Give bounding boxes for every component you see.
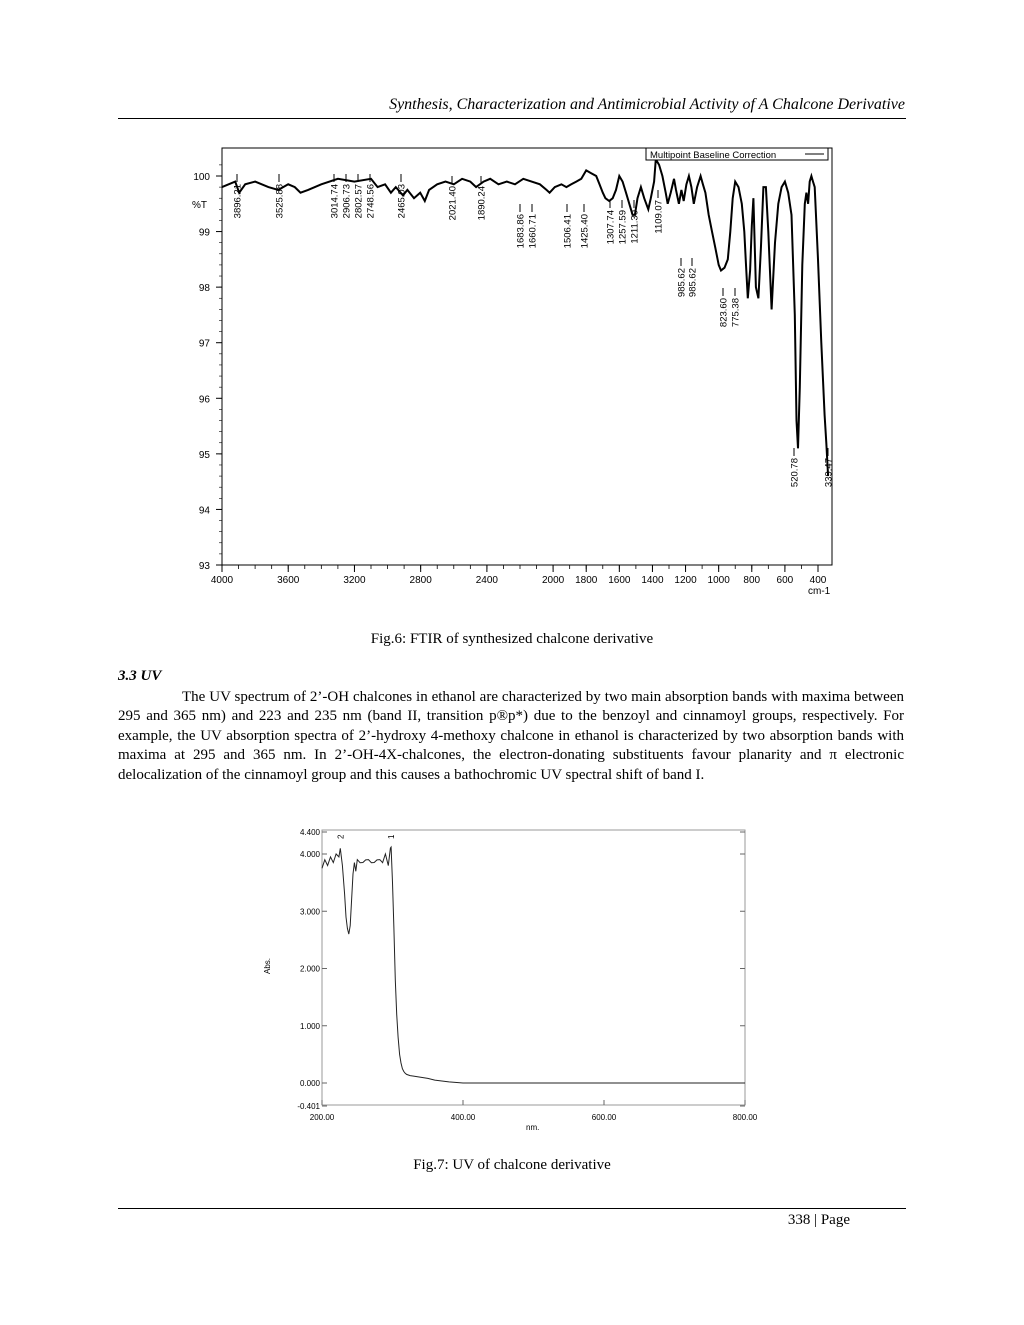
ftir-x-tick-label: 4000 bbox=[210, 575, 234, 586]
ftir-peak-label: 823.60 bbox=[718, 298, 730, 328]
ftir-y-tick-label: 98 bbox=[198, 283, 210, 295]
ftir-y-tick-label: 95 bbox=[198, 449, 210, 461]
uv-y-tick-label: -0.401 bbox=[297, 1102, 320, 1111]
ftir-chart bbox=[192, 148, 835, 597]
uv-x-tick-label: 200.00 bbox=[309, 1113, 335, 1122]
ftir-peak-label: 2465.03 bbox=[396, 184, 408, 219]
ftir-plot-frame bbox=[222, 148, 832, 565]
ftir-peak-label: 3014.74 bbox=[329, 184, 341, 219]
uv-y-tick-label: 0.000 bbox=[299, 1079, 320, 1088]
ftir-peak-label: 2748.56 bbox=[365, 184, 377, 219]
uv-chart bbox=[263, 828, 758, 1132]
ftir-peak-label: 775.38 bbox=[730, 298, 742, 328]
ftir-legend-label: Multipoint Baseline Correction bbox=[650, 150, 777, 161]
ftir-peak-label: 339.47 bbox=[823, 458, 835, 488]
ftir-peak-label: 2906.73 bbox=[341, 184, 353, 219]
uv-peak-label: 2 bbox=[336, 834, 346, 839]
ftir-x-tick-label: 3600 bbox=[277, 575, 300, 586]
ftir-peak-label: 1257.59 bbox=[617, 210, 629, 245]
ftir-x-tick-label: 2000 bbox=[541, 575, 565, 586]
uv-x-tick-label: 600.00 bbox=[591, 1113, 617, 1122]
fig7-caption: Fig.7: UV of chalcone derivative bbox=[413, 1157, 611, 1173]
ftir-peak-label: 1890.24 bbox=[476, 186, 488, 221]
running-title: Synthesis, Characterization and Antimicrobial Activity of A Chalcone Derivative bbox=[389, 96, 905, 113]
uv-series-line bbox=[322, 847, 745, 1083]
ftir-x-tick-label: 400 bbox=[809, 575, 827, 586]
uv-y-tick-label: 4.000 bbox=[299, 850, 320, 859]
ftir-peak-label: 1506.41 bbox=[562, 214, 574, 249]
ftir-peak-label: 1211.30 bbox=[629, 210, 641, 244]
ftir-x-tick-label: 800 bbox=[743, 575, 761, 586]
page-number: 338 | Page bbox=[787, 1212, 850, 1228]
ftir-y-tick-label: 97 bbox=[198, 338, 210, 350]
ftir-x-tick-label: 2800 bbox=[409, 575, 432, 586]
uv-y-tick-label: 3.000 bbox=[299, 907, 320, 917]
uv-plot-frame bbox=[322, 830, 745, 1105]
uv-x-tick-label: 400.00 bbox=[450, 1113, 476, 1122]
uv-x-tick-label: 800.00 bbox=[732, 1113, 758, 1122]
ftir-peak-label: 1660.71 bbox=[527, 214, 539, 249]
ftir-x-tick-label: 1200 bbox=[674, 575, 697, 586]
ftir-y-tick-label: 93 bbox=[198, 561, 210, 572]
ftir-x-tick-label: 1800 bbox=[575, 575, 598, 586]
uv-peak-label: 1 bbox=[387, 834, 397, 839]
uv-y-tick-label: 1.000 bbox=[299, 1021, 320, 1031]
ftir-peak-label: 520.78 bbox=[789, 458, 801, 488]
footer-rule bbox=[118, 1208, 906, 1209]
ftir-peak-label: 985.62 bbox=[687, 268, 699, 298]
ftir-y-tick-label: 100 bbox=[193, 172, 210, 183]
uv-ylabel: Abs. bbox=[263, 957, 272, 974]
body-paragraph: The UV spectrum of 2’-OH chalcones in ethanol are characterized by two main absorption bands with maxima between 295 and 365 nm) and 223 and 235 nm (band II, transition p®p*) due to the benzoyl and cinnamoyl groups, respectively. For example, the UV absorption spectra of 2’-hydroxy 4-methoxy chalcone in ethanol is characterized by two absorption bands with maxima at 295 and 365 nm. In 2’-OH-4X-chalcones, the electron-donating substituents favour planarity and π electronic delocalization of the cinnamoyl group and this causes a bathochromic UV spectral shift of band I. bbox=[118, 689, 904, 783]
ftir-x-tick-label: 600 bbox=[776, 575, 794, 586]
ftir-y-tick-label: 99 bbox=[198, 227, 210, 239]
uv-xlabel: nm. bbox=[526, 1123, 540, 1132]
ftir-peak-label: 985.62 bbox=[676, 268, 688, 298]
ftir-y-tick-label: 94 bbox=[198, 505, 210, 517]
ftir-peak-label: 2021.40 bbox=[447, 186, 459, 221]
fig6-caption: Fig.6: FTIR of synthesized chalcone derivative bbox=[370, 631, 654, 647]
section-heading: 3.3 UV bbox=[118, 668, 162, 684]
ftir-peak-label: 1425.40 bbox=[579, 214, 591, 249]
uv-y-tick-label: 4.400 bbox=[299, 828, 320, 837]
ftir-xlabel: cm-1 bbox=[808, 586, 831, 597]
ftir-x-tick-label: 1000 bbox=[707, 575, 730, 586]
ftir-peak-label: 3525.88 bbox=[274, 184, 286, 219]
ftir-x-tick-label: 3200 bbox=[343, 575, 366, 586]
ftir-ylabel: %T bbox=[192, 200, 207, 211]
ftir-y-tick-label: 96 bbox=[198, 394, 210, 406]
ftir-peak-label: 3896.21 bbox=[232, 184, 244, 219]
ftir-peak-label: 1683.86 bbox=[515, 214, 527, 249]
ftir-peak-label: 1109.07 bbox=[653, 200, 665, 234]
ftir-x-tick-label: 1600 bbox=[608, 575, 631, 586]
ftir-peak-label: 1307.74 bbox=[605, 210, 617, 245]
uv-y-tick-label: 2.000 bbox=[299, 964, 320, 974]
ftir-x-tick-label: 1400 bbox=[641, 575, 664, 586]
ftir-x-tick-label: 2400 bbox=[475, 575, 499, 586]
ftir-peak-label: 2802.57 bbox=[353, 184, 365, 219]
